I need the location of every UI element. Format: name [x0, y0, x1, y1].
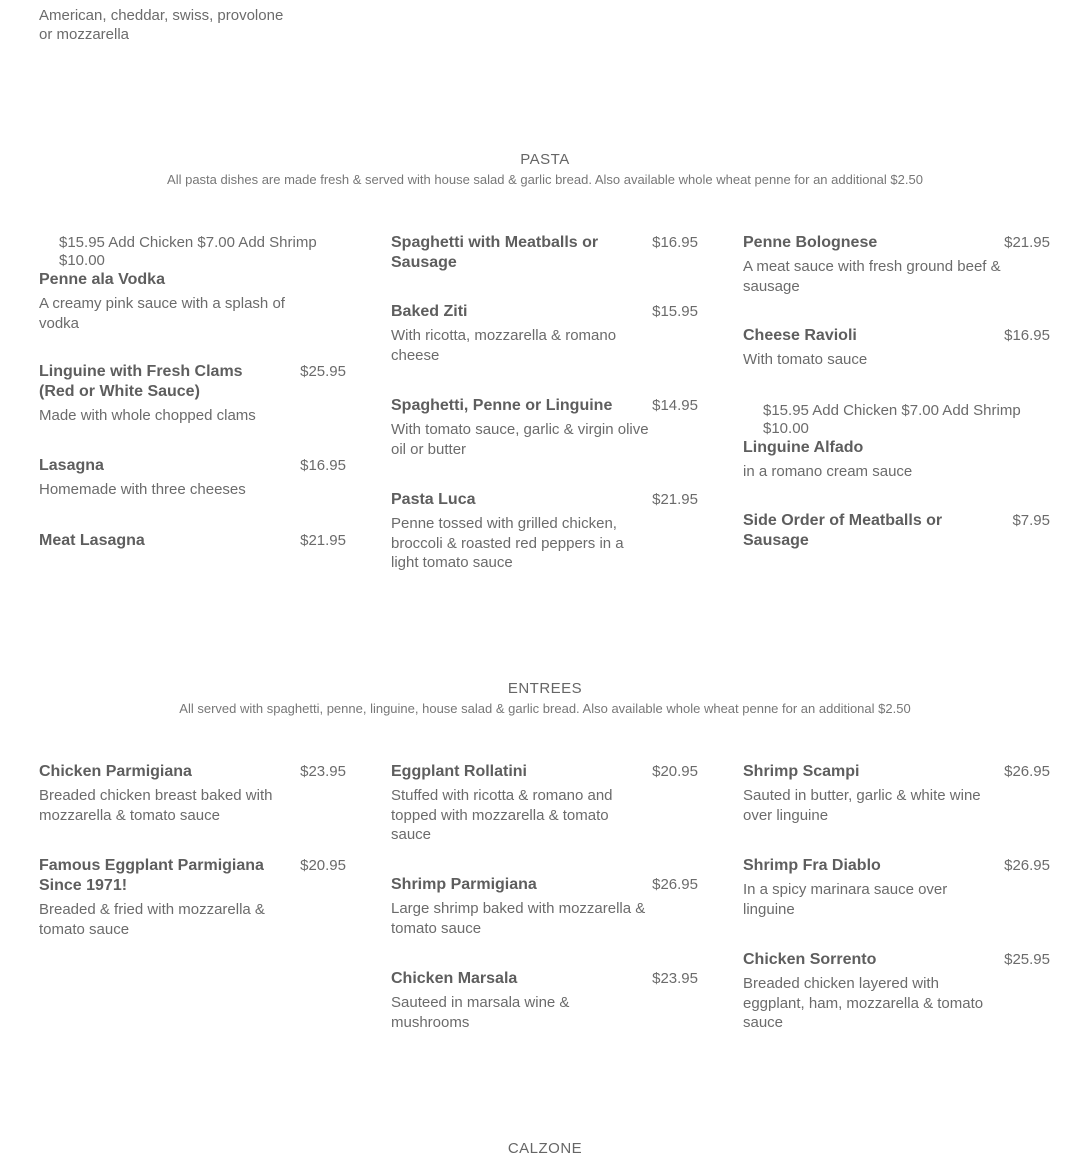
item-name: Shrimp Fra Diablo	[743, 857, 881, 874]
item-name: Spaghetti, Penne or Linguine	[391, 397, 613, 414]
menu-item-pasta-luca	[391, 490, 698, 573]
item-description: Sauteed in marsala wine & mushrooms	[391, 994, 570, 1031]
item-price: $16.95	[300, 457, 346, 474]
menu-item-cheese-ravioli	[743, 326, 1050, 370]
item-price: $20.95	[300, 857, 346, 874]
item-name: Eggplant Rollatini	[391, 763, 527, 780]
item-name: Lasagna	[39, 457, 104, 474]
item-description: in a romano cream sauce	[743, 463, 913, 480]
item-name: Shrimp Scampi	[743, 763, 860, 780]
item-name: Pasta Luca	[391, 491, 476, 508]
item-description: In a spicy marinara sauce over linguine	[743, 881, 948, 918]
entrees-section-note: All served with spaghetti, penne, linguine, house salad & garlic bread. Also available whole wheat penne for an additional $2.50	[179, 701, 911, 716]
item-price: $26.95	[1004, 857, 1050, 874]
item-price: $15.95	[652, 303, 698, 320]
item-description: A meat sauce with fresh ground beef & sausage	[743, 258, 1001, 295]
item-name: Baked Ziti	[391, 303, 468, 320]
item-name: Penne ala Vodka	[39, 271, 165, 288]
menu-item-shrimp-scampi	[743, 762, 1050, 825]
menu-item-shrimp-parmigiana	[391, 875, 698, 938]
item-description: Penne tossed with grilled chicken, broccoli & roasted red peppers in a light tomato sauce	[391, 515, 624, 571]
item-price: $21.95	[1004, 234, 1050, 251]
item-price: $14.95	[652, 397, 698, 414]
item-name: Spaghetti with Meatballs or Sausage	[391, 234, 599, 271]
item-price: $26.95	[1004, 763, 1050, 780]
item-description: Breaded chicken breast baked with mozzarella & tomato sauce	[39, 787, 273, 824]
menu-item-eggplant-rollatini	[391, 762, 698, 845]
item-description: Made with whole chopped clams	[39, 407, 256, 424]
item-name: Famous Eggplant Parmigiana Since 1971!	[39, 857, 264, 894]
menu-item-eggplant-parmigiana	[39, 856, 346, 939]
menu-item-chicken-sorrento	[743, 950, 1050, 1033]
item-price: $7.95	[1012, 512, 1050, 529]
item-price: $26.95	[652, 876, 698, 893]
item-price: $16.95	[1004, 327, 1050, 344]
menu-item-spaghetti-meatballs	[391, 233, 698, 273]
item-description: Sauted in butter, garlic & white wine over linguine	[743, 787, 981, 824]
item-name: Side Order of Meatballs or Sausage	[743, 512, 943, 549]
menu-item-meat-lasagna	[39, 531, 346, 551]
menu-item-chicken-parmigiana	[39, 762, 346, 825]
entrees-section-title: ENTREES	[507, 680, 583, 697]
item-name: Chicken Marsala	[391, 970, 518, 987]
item-description: Stuffed with ricotta & romano and topped with mozzarella & tomato sauce	[391, 787, 613, 843]
item-description: Breaded & fried with mozzarella & tomato sauce	[39, 901, 265, 938]
item-price: $25.95	[1004, 951, 1050, 968]
menu-item-baked-ziti	[391, 302, 698, 365]
item-price: $23.95	[652, 970, 698, 987]
menu-item-penne-bolognese	[743, 233, 1050, 296]
item-description: A creamy pink sauce with a splash of vodka	[39, 295, 285, 332]
item-addon-prices: $15.95 Add Chicken $7.00 Add Shrimp $10.00	[59, 234, 317, 269]
item-name: Penne Bolognese	[743, 234, 878, 251]
item-name: Shrimp Parmigiana	[391, 876, 537, 893]
pasta-section-note: All pasta dishes are made fresh & served with house salad & garlic bread. Also available whole wheat penne for an additional $2.50	[167, 172, 923, 187]
menu-item-linguine-clams	[39, 362, 346, 426]
menu-item-linguine-alfado	[743, 402, 1050, 482]
item-description: With tomato sauce	[743, 351, 868, 368]
menu-item-side-meatballs	[743, 511, 1050, 551]
item-price: $20.95	[652, 763, 698, 780]
item-name: Linguine Alfado	[743, 439, 864, 456]
item-price: $23.95	[300, 763, 346, 780]
menu-item-spaghetti-penne-linguine	[391, 396, 698, 459]
item-addon-prices: $15.95 Add Chicken $7.00 Add Shrimp $10.00	[763, 402, 1021, 437]
item-name: Cheese Ravioli	[743, 327, 857, 344]
cheese-options-description: American, cheddar, swiss, provolone or mozzarella	[39, 7, 284, 43]
item-name: Linguine with Fresh Clams (Red or White Sauce)	[39, 363, 243, 400]
pasta-section-title: PASTA	[520, 151, 570, 168]
item-price: $25.95	[300, 363, 346, 380]
item-description: Homemade with three cheeses	[39, 481, 246, 498]
item-name: Chicken Sorrento	[743, 951, 877, 968]
menu-item-chicken-marsala	[391, 969, 698, 1032]
item-description: Breaded chicken layered with eggplant, ham, mozzarella & tomato sauce	[743, 975, 984, 1031]
item-price: $16.95	[652, 234, 698, 251]
item-description: With tomato sauce, garlic & virgin olive oil or butter	[391, 421, 649, 458]
item-name: Chicken Parmigiana	[39, 763, 192, 780]
item-description: With ricotta, mozzarella & romano cheese	[391, 327, 617, 364]
menu-item-shrimp-fra-diablo	[743, 856, 1050, 919]
menu-item-penne-ala-vodka	[39, 234, 346, 333]
item-price: $21.95	[300, 532, 346, 549]
menu-item-lasagna	[39, 456, 346, 500]
item-description: Large shrimp baked with mozzarella & tomato sauce	[391, 900, 646, 937]
item-name: Meat Lasagna	[39, 532, 145, 549]
item-price: $21.95	[652, 491, 698, 508]
calzone-section-title: CALZONE	[507, 1140, 583, 1157]
